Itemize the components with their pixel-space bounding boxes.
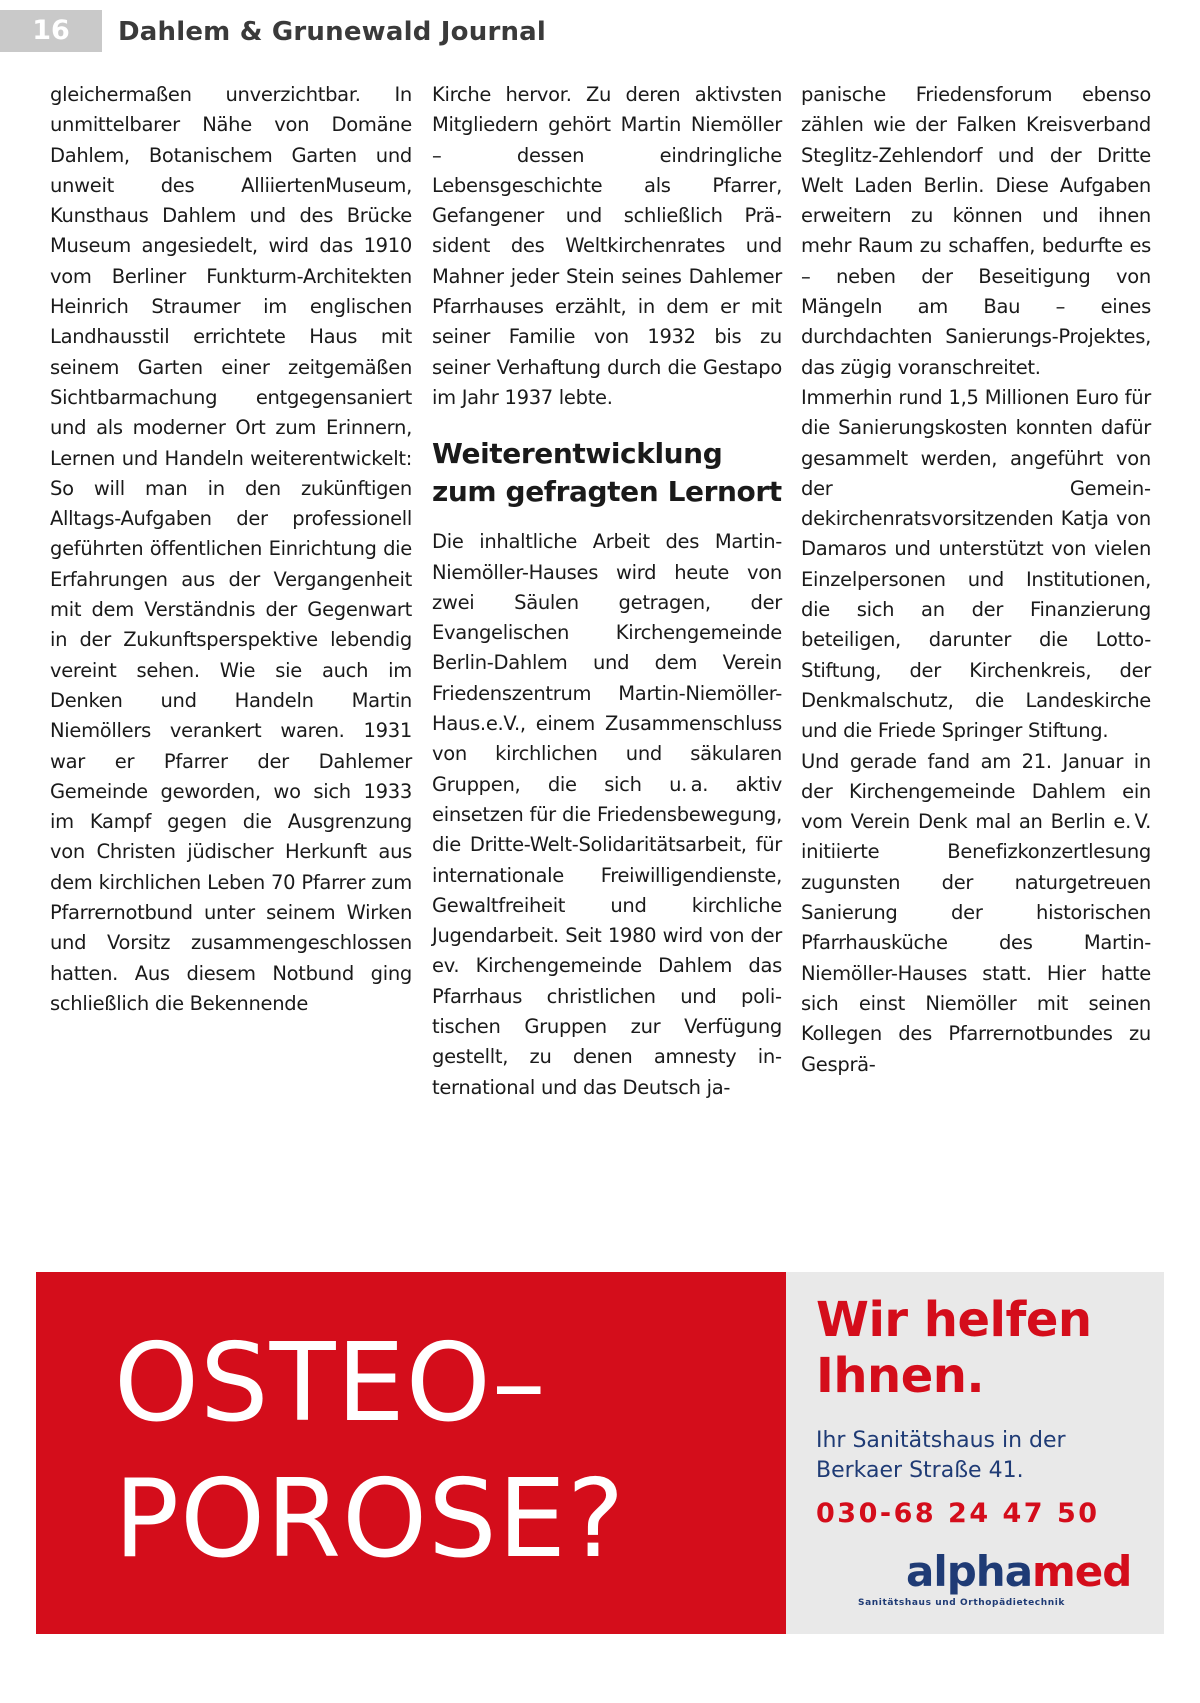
article-paragraph: Die inhaltliche Arbeit des Martin-Niemöller-Hauses wird heute von zwei Säulen getragen, der Evangelischen Kirchengemeinde Berlin-Dahlem und dem Verein Friedenszentrum Martin-Niemöller-Haus.e.V., einem Zusammenschluss von kirchlichen und säkularen Gruppen, die sich u. a. aktiv einsetzen für die Friedensbewegung, die Dritte-Welt-Solidaritätsarbeit, für internationale Freiwilligendienste, Gewaltfreiheit und kirchliche Jugendarbeit. Seit 1980 wird von der ev. Kirchengemeinde Dahlem das Pfarrhaus christlichen und politischen Gruppen zur Verfügung gestellt, zu denen amnesty international und das Deutsch ja- — [432, 530, 782, 1099]
article-paragraph: gleichermaßen unverzichtbar. In unmittelbarer Nähe von Domäne Dahlem, Botanischem Garten und unweit des AlliiertenMuseum, Kunsthaus Dahlem und des Brücke Museum angesiedelt, wird das 1910 vom Berliner Funkturm-Architekten Heinrich Straumer im englischen Landhausstil errichtete Haus mit seinem Garten einer zeitgemäßen Sichtbarmachung entgegensaniert und als moderner Ort zum Erinnern, Lernen und Handeln weiterentwickelt: So will man in den zukünftigen Alltags-Aufgaben der professionell geführten öffentlichen Einrichtung die Erfahrungen aus der Vergangenheit mit dem Verständnis der Gegenwart in der Zukunftsperspektive lebendig vereint sehen. Wie sie auch im Denken und Handeln Martin Niemöllers verankert waren. 1931 war er Pfarrer der Dahlemer Gemeinde geworden, wo sich 1933 im Kampf gegen die Ausgrenzung von Christen jüdischer Herkunft aus dem kirchlichen Leben 70 Pfarrer zum Pfarrernotbund unter seinem Wirken und Vorsitz zusammengeschlossen hatten. Aus diesem Notbund ging schließlich die Bekennende — [50, 83, 412, 1015]
article-paragraph: Kirche hervor. Zu deren aktivsten Mitgliedern gehört Martin Niemöller – dessen eindringliche Lebensgeschichte als Pfarrer, Gefangener und schließlich Präsident des Weltkirchenrates und Mahner jeder Stein seines Dahlemer Pfarrhauses erzählt, in dem er mit seiner Familie von 1932 bis zu seiner Verhaftung durch die Gestapo im Jahr 1937 lebte. — [432, 83, 782, 409]
ad-headline-line: OSTEO– — [114, 1321, 547, 1446]
alphamed-logo — [858, 1547, 1132, 1608]
logo-tagline: Sanitätshaus und Orthopädietechnik — [858, 1598, 1066, 1608]
ad-red-panel — [36, 1272, 786, 1634]
article-column-2 — [432, 80, 782, 1103]
article-paragraph: Und gerade fand am 21. Januar in der Kirchengemeinde Dahlem ein vom Verein Denk mal an Berlin e. V. initiierte Benefizkonzertlesung zugunsten der naturgetreuen Sanierung der historischen Pfarrhausküche des Martin-Niemöller-Hauses statt. Hier hatte sich einst Niemöller mit seinen Kollegen des Pfarrernotbundes zu Gesprä- — [801, 749, 1151, 1076]
ad-address — [816, 1426, 1146, 1486]
ad-info-panel — [816, 1272, 1146, 1634]
ad-phone-number: 030-68 24 47 50 — [816, 1498, 1100, 1529]
page-number: 16 — [0, 10, 102, 52]
ad-address-line: Ihr Sanitätshaus in der — [816, 1428, 1066, 1453]
article-subheading: Weiterentwicklung zum gefragten Lernort — [432, 437, 782, 509]
ad-claim-line: Wir helfen — [816, 1292, 1092, 1348]
journal-title: Dahlem & Grunewald Journal — [118, 17, 547, 47]
article-paragraph: panische Friedensforum ebenso zählen wie der Falken Kreisverband Steglitz-Zehlendorf und der Dritte Welt Laden Berlin. Diese Aufgaben erweitern zu können und ihnen mehr Raum zu schaffen, bedurfte es – neben der Beseitigung von Mängeln am Bau – eines durchdachten Sanierungs-Projektes, das zügig voranschreitet. — [801, 83, 1151, 379]
ad-claim — [816, 1292, 1092, 1404]
logo-wordmark — [906, 1547, 1132, 1596]
advertisement — [36, 1272, 1164, 1634]
ad-claim-line: Ihnen. — [816, 1348, 985, 1404]
article-column-1 — [50, 80, 412, 1019]
ad-headline — [114, 1316, 625, 1588]
article-paragraph: Immerhin rund 1,5 Millionen Euro für die Sanierungskosten konnten dafür gesammelt werden, angeführt von der Gemeindekirchenratsvorsitzenden Katja von Damaros und unterstützt von vielen Einzelpersonen und Institutionen, die sich an der Finanzierung beteiligen, darunter die Lotto-Stiftung, der Kirchenkreis, der Denkmalschutz, die Landeskirche und die Friede Springer Stiftung. — [801, 385, 1151, 743]
logo-med: med — [1032, 1547, 1132, 1596]
page-header — [0, 0, 1200, 64]
ad-headline-line: POROSE? — [114, 1457, 626, 1582]
logo-alpha: alpha — [906, 1547, 1033, 1596]
ad-address-line: Berkaer Straße 41. — [816, 1458, 1024, 1483]
article-column-3 — [801, 80, 1151, 1080]
